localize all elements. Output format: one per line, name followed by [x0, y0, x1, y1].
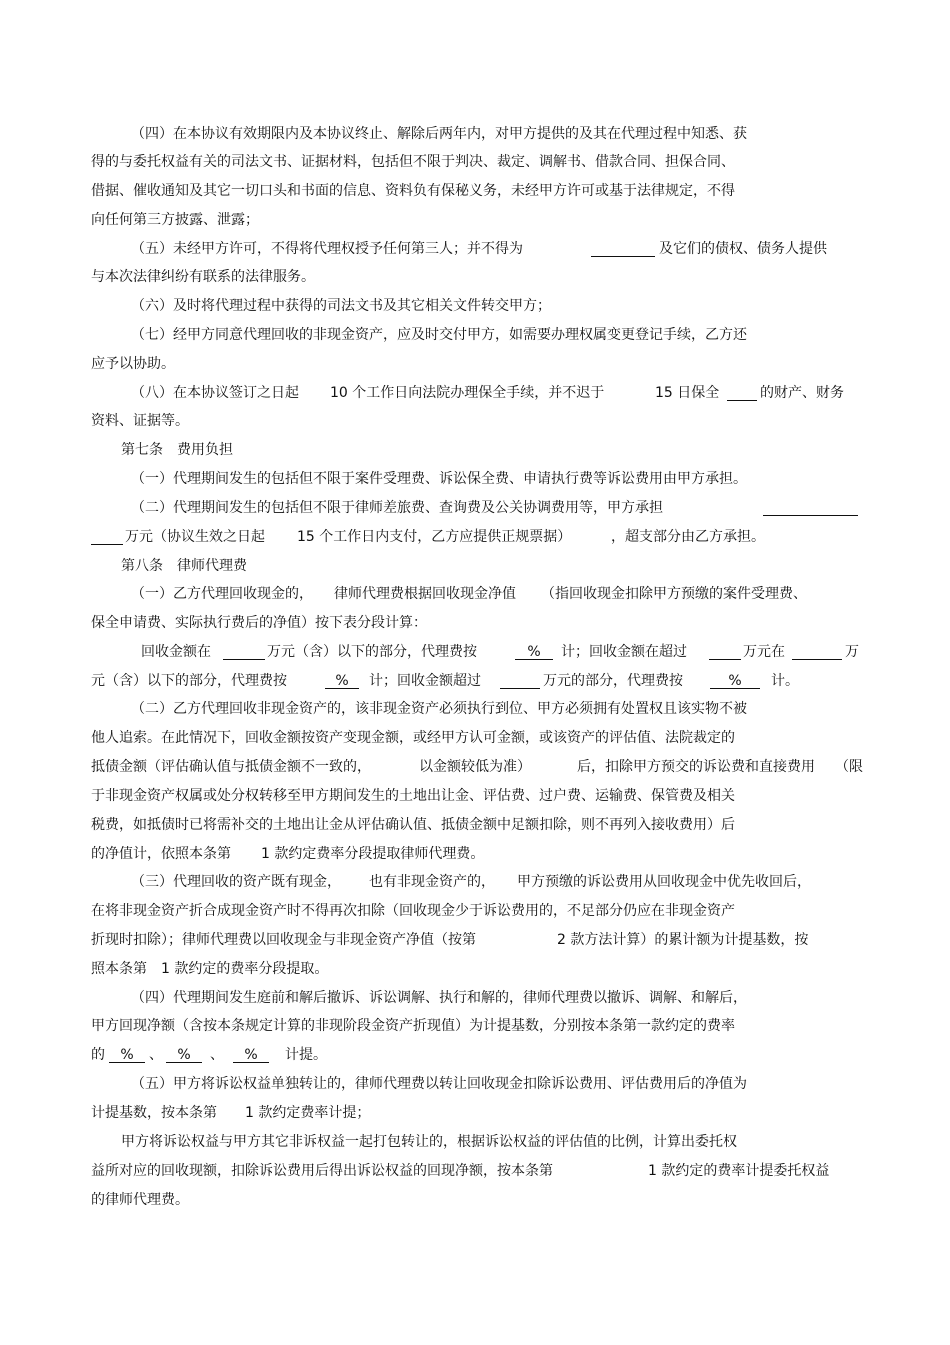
text-line: 万元的部分，代理费按: [543, 673, 683, 689]
text-line: 万元在: [743, 644, 785, 660]
text-line: 应予以协助。: [91, 356, 175, 372]
text-line: 10 个工作日向法院办理保全手续，并不迟于: [330, 385, 605, 401]
text-line: 资料、证据等。: [91, 413, 189, 429]
text-line: （八）在本协议签订之日起: [131, 385, 299, 401]
text-line: 税费，如抵债时已将需补交的土地出让金从评估确认值、抵债金额中足额扣除，则不再列入接收费用）后: [91, 817, 735, 833]
text-line: 在将非现金资产折合成现金资产时不得再次扣除（回收现金少于诉讼费用的，不足部分仍应在非现金资产: [91, 903, 735, 919]
text-line: （限: [835, 759, 863, 775]
text-line: （四）在本协议有效期限内及本协议终止、解除后两年内，对甲方提供的及其在代理过程中知悉、获: [131, 126, 747, 142]
text-line: 照本条第: [91, 961, 147, 977]
fill-blank: %: [325, 674, 359, 689]
text-line: 向任何第三方披露、泄露；: [91, 212, 259, 228]
text-line: （指回收现金扣除甲方预缴的案件受理费、: [541, 586, 807, 602]
text-line: 律师代理费根据回收现金净值: [334, 586, 516, 602]
fill-blank: %: [233, 1048, 269, 1063]
fill-blank: [792, 645, 842, 660]
text-line: （六）及时将代理过程中获得的司法文书及其它相关文件转交甲方；: [131, 298, 551, 314]
text-line: 、: [149, 1047, 163, 1063]
text-line: （五）未经甲方许可，不得将代理权授予任何第三人；并不得为: [131, 241, 523, 257]
text-line: 计；回收金额在超过: [561, 644, 687, 660]
text-line: 1 款约定的费率分段提取。: [161, 961, 329, 977]
text-line: 的律师代理费。: [91, 1192, 189, 1208]
text-line: 计。: [771, 673, 799, 689]
text-line: 万: [845, 644, 859, 660]
text-line: （一）乙方代理回收现金的，: [131, 586, 313, 602]
text-line: （二）代理期间发生的包括但不限于律师差旅费、查询费及公关协调费用等，甲方承担: [131, 500, 663, 516]
text-line: 计提。: [285, 1047, 327, 1063]
text-line: 15 日保全: [655, 385, 720, 401]
fill-blank: [591, 242, 655, 257]
text-line: ，超支部分由乙方承担。: [611, 529, 765, 545]
text-line: 也有非现金资产的，: [369, 874, 495, 890]
text-line: 的财产、财务: [760, 385, 844, 401]
text-line: 折现时扣除）；律师代理费以回收现金与非现金资产净值（按第: [91, 932, 476, 948]
fill-blank: [727, 386, 757, 401]
text-line: （三）代理回收的资产既有现金，: [131, 874, 341, 890]
text-line: 1 款约定费率分段提取律师代理费。: [261, 846, 485, 862]
text-line: 保全申请费、实际执行费后的净值）按下表分段计算：: [91, 615, 427, 631]
fill-blank: [709, 645, 741, 660]
text-line: （四）代理期间发生庭前和解后撤诉、诉讼调解、执行和解的，律师代理费以撤诉、调解、和解后，: [131, 990, 747, 1006]
text-line: （七）经甲方同意代理回收的非现金资产，应及时交付甲方，如需要办理权属变更登记手续，乙方还: [131, 327, 747, 343]
text-line: 1 款约定的费率计提委托权益: [648, 1163, 830, 1179]
text-line: 后，扣除甲方预交的诉讼费和直接费用: [577, 759, 815, 775]
text-line: 的净值计，依照本条第: [91, 846, 231, 862]
text-line: 借据、催收通知及其它一切口头和书面的信息、资料负有保秘义务，未经甲方许可或基于法律规定，不得: [91, 183, 735, 199]
text-line: 抵债金额（评估确认值与抵债金额不一致的，: [91, 759, 371, 775]
fill-blank: [500, 674, 540, 689]
text-line: （二）乙方代理回收非现金资产的，该非现金资产必须执行到位、甲方必须拥有处置权且该实物不被: [131, 701, 747, 717]
text-line: 于非现金资产权属或处分权转移至甲方期间发生的土地出让金、评估费、过户费、运输费、保管费及相关: [91, 788, 735, 804]
text-line: 计提基数，按本条第: [91, 1105, 217, 1121]
fill-blank: %: [710, 674, 760, 689]
section-heading: 第八条 律师代理费: [121, 558, 247, 574]
text-line: 计；回收金额超过: [369, 673, 481, 689]
text-line: 万元（含）以下的部分，代理费按: [267, 644, 477, 660]
text-line: 元（含）以下的部分，代理费按: [91, 673, 287, 689]
text-line: 得的与委托权益有关的司法文书、证据材料，包括但不限于判决、裁定、调解书、借款合同、担保合同、: [91, 154, 735, 170]
text-line: 甲方将诉讼权益与甲方其它非诉权益一起打包转让的，根据诉讼权益的评估值的比例，计算出委托权: [121, 1134, 737, 1150]
fill-blank: [223, 645, 265, 660]
text-line: 及它们的债权、债务人提供: [659, 241, 827, 257]
text-line: （一）代理期间发生的包括但不限于案件受理费、诉讼保全费、申请执行费等诉讼费用由甲方承担。: [131, 471, 747, 487]
text-line: 万元（协议生效之日起: [125, 529, 265, 545]
section-heading: 第七条 费用负担: [121, 442, 233, 458]
fill-blank: [91, 530, 123, 545]
fill-blank: %: [166, 1048, 202, 1063]
text-line: 甲方回现净额（含按本条规定计算的非现阶段金资产折现值）为计提基数，分别按本条第一款约定的费率: [91, 1018, 735, 1034]
text-line: 2 款方法计算）的累计额为计提基数，按: [557, 932, 809, 948]
text-line: 15 个工作日内支付，乙方应提供正规票据）: [297, 529, 572, 545]
text-line: 益所对应的回收现额，扣除诉讼费用后得出诉讼权益的回现净额，按本条第: [91, 1163, 553, 1179]
text-line: 1 款约定费率计提；: [245, 1105, 371, 1121]
text-line: 、: [210, 1047, 224, 1063]
text-line: 回收金额在: [141, 644, 211, 660]
text-line: 甲方预缴的诉讼费用从回收现金中优先收回后，: [517, 874, 811, 890]
fill-blank: %: [515, 645, 553, 660]
fill-blank: %: [109, 1048, 145, 1063]
text-line: 与本次法律纠纷有联系的法律服务。: [91, 269, 315, 285]
text-line: （五）甲方将诉讼权益单独转让的，律师代理费以转让回收现金扣除诉讼费用、评估费用后的净值为: [131, 1076, 747, 1092]
text-line: 的: [91, 1047, 105, 1063]
text-line: 以金额较低为准）: [419, 759, 531, 775]
fill-blank: [763, 501, 858, 516]
text-line: 他人追索。在此情况下，回收金额按资产变现金额，或经甲方认可金额，或该资产的评估值、法院裁定的: [91, 730, 735, 746]
